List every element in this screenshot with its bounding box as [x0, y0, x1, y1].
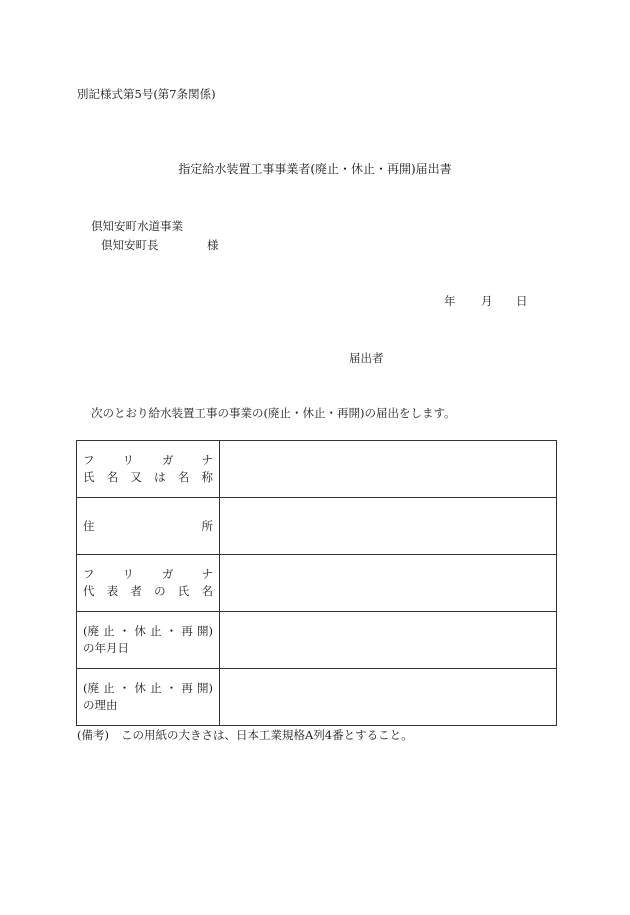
row-representative-label: [77, 555, 220, 612]
table-row-row-date: [77, 612, 557, 669]
table-row-row-address: [77, 498, 557, 555]
notifier-label: 届出者: [349, 351, 384, 365]
label-char: ・: [165, 681, 178, 695]
label-line: [77, 452, 219, 469]
label-char: (廃: [83, 624, 99, 638]
label-line: [77, 583, 219, 600]
label-char: リ: [122, 567, 134, 581]
label-char: フ: [83, 567, 95, 581]
label-line: [77, 469, 219, 486]
label-char: 名: [177, 470, 190, 484]
label-char: ・: [118, 624, 131, 638]
label-char: 氏: [83, 470, 95, 484]
table-row-row-name: [77, 441, 557, 498]
label-char: 開): [196, 624, 213, 638]
row-name-label: [77, 441, 220, 498]
label-char: ガ: [162, 453, 174, 467]
row-address-value-field[interactable]: [220, 498, 557, 555]
label-char: 名: [106, 470, 119, 484]
label-char: 称: [201, 470, 213, 484]
label-char: 止: [150, 681, 162, 695]
document-title: 指定給水装置工事事業者(廃止・休止・再開)届出書: [178, 162, 452, 176]
label-char: 止: [103, 681, 115, 695]
date-day-label: 日: [516, 294, 528, 308]
row-date-value-field[interactable]: [220, 612, 557, 669]
label-char: ・: [118, 681, 131, 695]
intro-text: 次のとおり給水装置工事の事業の(廃止・休止・再開)の届出をします。: [91, 406, 456, 420]
remarks-label: (備考): [77, 728, 109, 742]
label-sub: の年月日: [83, 641, 129, 655]
label-line: [77, 623, 219, 640]
label-char: 休: [134, 681, 146, 695]
label-char: 止: [150, 624, 162, 638]
label-sub: の理由: [83, 698, 118, 712]
remarks-note: [77, 727, 413, 743]
label-char: は: [154, 470, 166, 484]
label-char: リ: [122, 453, 134, 467]
label-char: 再: [181, 624, 193, 638]
addressee-name: 倶知安町長: [101, 238, 159, 252]
form-number: 別記様式第5号(第7条関係): [77, 87, 216, 101]
label-char: 所: [201, 518, 213, 533]
row-reason-label: [77, 669, 220, 726]
date-year-label: 年: [444, 294, 456, 308]
label-char: 休: [134, 624, 146, 638]
label-line: [77, 518, 219, 535]
table-row-row-representative: [77, 555, 557, 612]
row-representative-value-field[interactable]: [220, 555, 557, 612]
addressee-honorific: 様: [207, 238, 219, 252]
label-char: 代: [83, 584, 95, 598]
label-char: ・: [165, 624, 178, 638]
row-date-label: [77, 612, 220, 669]
date-month-label: 月: [481, 294, 493, 308]
label-char: 開): [196, 681, 213, 695]
label-line: [77, 680, 219, 697]
label-char: 氏: [177, 584, 190, 598]
label-char: 止: [103, 624, 115, 638]
row-name-value-field[interactable]: [220, 441, 557, 498]
label-char: ナ: [201, 567, 213, 581]
notification-form-table: [76, 440, 557, 726]
label-char: 再: [181, 681, 193, 695]
label-char: 又: [130, 470, 142, 484]
label-line: [77, 566, 219, 583]
label-char: (廃: [83, 681, 99, 695]
label-char: ガ: [162, 567, 174, 581]
label-char: 者: [130, 584, 142, 598]
row-address-label: [77, 498, 220, 555]
label-char: 表: [106, 584, 119, 598]
label-char: フ: [83, 453, 95, 467]
label-char: 住: [83, 518, 95, 533]
label-char: ナ: [201, 453, 213, 467]
row-reason-value-field[interactable]: [220, 669, 557, 726]
addressee-organization: 倶知安町水道事業: [91, 219, 183, 233]
remarks-text: この用紙の大きさは、日本工業規格A列4番とすること。: [120, 728, 413, 742]
label-char: の: [154, 584, 166, 598]
label-char: 名: [201, 584, 213, 598]
table-row-row-reason: [77, 669, 557, 726]
